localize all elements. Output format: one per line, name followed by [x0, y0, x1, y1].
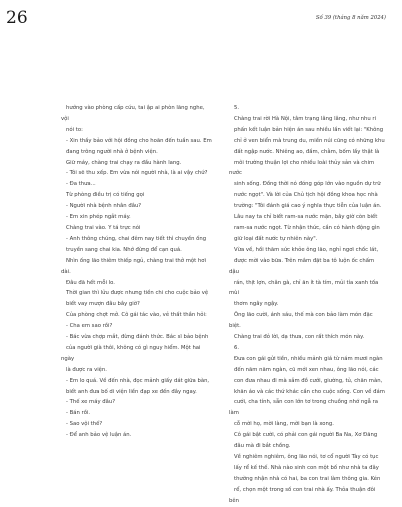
text-line: - Em lo quá. Về đến nhà, đọc mảnh giấy dát giữa bàn,	[66, 377, 210, 384]
text-line: giữ loại đất nước tự nhiên này".	[234, 235, 318, 242]
text-line: - Em xin phép ngắt máy.	[66, 214, 131, 221]
text-line: của người già thôi, không có gì nguy hiểm. Một hai ngày	[61, 344, 201, 362]
text-line: 6.	[234, 344, 240, 351]
text-line: thường nhận nhà có hai, ba con trai làm thông gia. Kén	[234, 475, 381, 482]
text-line: Từ phòng điều trị có tiếng gọi	[66, 192, 145, 199]
text-line: đất ngập nước. Nhiêng ao, đầm, chằm, bốm lầy thật là	[234, 148, 380, 155]
text-line: đâu mà đi bắt chồng.	[234, 443, 291, 450]
text-line: 5.	[234, 105, 240, 111]
text-line: Của phòng chợt mở. Cô gái tác vào, vẻ thất thần hỏi:	[66, 312, 207, 319]
text-line: rể, chọn một trong số con trai nhà ấy. Thỏa thuận đôi bên	[229, 486, 376, 504]
text-line: là được ra viện.	[66, 366, 107, 373]
text-line: - Người nhà bệnh nhân đâu?	[66, 203, 142, 210]
text-line: đến năm năm ngàn, cũ mới xen nhau, ông lão nói, các	[234, 366, 379, 373]
text-line: sinh sống. Đồng thời nó đóng góp lớn vào nguồn dự trữ	[234, 181, 381, 188]
text-line: nói to:	[66, 126, 83, 133]
text-line: Chàng trai đỏ lời, dạ thưa, con rất thích món này.	[234, 334, 365, 341]
text-line: Chàng trai rời Hà Nội, tâm trạng lâng lâng, như nhu ri	[234, 115, 377, 122]
text-line: Chàng trai vào. Y tá trực nói	[66, 224, 141, 231]
text-line: Nhìn ống lão thiêm thiếp ngủ, chàng trai thở một hơi dài.	[61, 257, 206, 275]
text-line: phấn kết luận bản hiện án sau nhiều lần viết lại: "Không	[234, 126, 384, 133]
text-line: đang trông người nhà ở bệnh viện.	[66, 148, 158, 155]
text-line: - Bán rồi.	[66, 410, 91, 417]
text-line: ram-sa nước ngọt. Từ nhận thức, cần có hành động gìn	[234, 224, 380, 231]
text-line: con đưa nhau đi mà sắm đồ cưới, giường, tủ, chăn màn,	[234, 377, 383, 384]
text-line: Về nghiêm nghiêm, ông lão nói, tơ cổ người Tày có tục	[234, 454, 379, 460]
page-number: 26	[6, 8, 28, 28]
text-line: - Để anh bảo vệ luận án.	[66, 432, 132, 439]
text-line: khăn áo và các thứ khác cần cho cuộc sống. Con về đám	[234, 388, 385, 395]
text-line: cưới, cha tính, sẵn con lớn tơ trong chuồng nhớ ngẫ ra làm	[229, 399, 378, 417]
text-line: chỉ ở ven biển mà trung du, miền núi cũng có những khu	[234, 137, 385, 144]
text-line: - Tôi sẽ thu xếp. Em vừa nói người nhà, là ai vậy chứ?	[66, 170, 208, 177]
text-line: cỗ mời họ, mời làng, mời bạn là xong.	[234, 421, 334, 428]
text-line: truyền sang chai kia. Nhớ đừng để cạn quá.	[66, 246, 182, 253]
text-line: - Xin thầy bảo với hội đồng cho hoãn đến tuần sau. Em	[66, 137, 212, 144]
text-line: Thời gian thì lửu được nhưng tiền chi cho cuộc bảo vệ	[66, 290, 209, 297]
text-line: Vừa về, hồi thăm sức khỏe ông lão, nghỉ ngơi chốc lát,	[234, 246, 379, 253]
text-line: biết vay mượn đâu bây giờ?	[66, 301, 140, 308]
left-column	[61, 103, 214, 441]
text-line: Đưa con gái gửi tiền, nhiều mảnh giá từ nám mươi ngàn	[234, 355, 383, 362]
text-line: - Thế xe máy đâu?	[66, 399, 116, 406]
text-line: - Anh thông chúng, chai đêm nay tiết thì chuyền ống	[66, 235, 207, 242]
text-line: Ông lão cười, ánh sáu, thế mà con bảo làm món đặc biệt.	[229, 312, 373, 330]
text-line: - Cha em sao rồi?	[66, 323, 113, 330]
text-line: được mời vào bữa. Trên mâm đặt ba tô luộn ốc chấm dậu	[229, 257, 375, 275]
text-line: - Bác vừa chợp mắt, đừng đánh thức. Bác sĩ bảo bệnh	[66, 334, 209, 341]
text-line: Đâu đã hết mỗi lo.	[66, 279, 115, 286]
text-line: Giữ máy, chàng trai chạy ra đầu hành lang.	[66, 159, 182, 166]
text-line: thơm ngây ngậy.	[234, 301, 279, 308]
text-line: lấy rể kế thế. Nhà nào sinh con một bố như nhà ta đây	[234, 464, 379, 471]
text-line: - Sao vội thế?	[66, 421, 103, 428]
issue-label: Số 39 (tháng 8 năm 2024)	[315, 15, 386, 21]
text-line: - Đa thưa...	[66, 181, 96, 188]
text-line: biết anh đưa bố di viện liền đạp xe đến đây ngay.	[66, 388, 197, 395]
text-line: Lâu nay ta chỉ biết ram-sa nước mặn, bây giờ còn biết	[234, 214, 378, 221]
text-line: trường: "Tôi đánh giá cao ý nghĩa thực tiễn của luận án.	[234, 203, 382, 210]
text-line: rán, thịt lợn, chân gà, chỉ ăn ít tà tím, mủi tía xanh tốa mùi	[229, 279, 379, 297]
text-line: nước ngọt". Và lời của Chủ tịch hội đồng khoa học nhà	[234, 192, 378, 199]
text-line: môi trường thuận lợi cho nhiều loài thủy sản và chim nước	[229, 159, 375, 177]
right-column	[229, 103, 385, 507]
text-line: Cô gái bật cười, có phải con gái người Ba Na, Xơ Đăng	[234, 432, 378, 439]
text-line: hướng vào phòng cấp cứu, tai ập ai phòn lăng nghe, vội	[61, 105, 205, 122]
